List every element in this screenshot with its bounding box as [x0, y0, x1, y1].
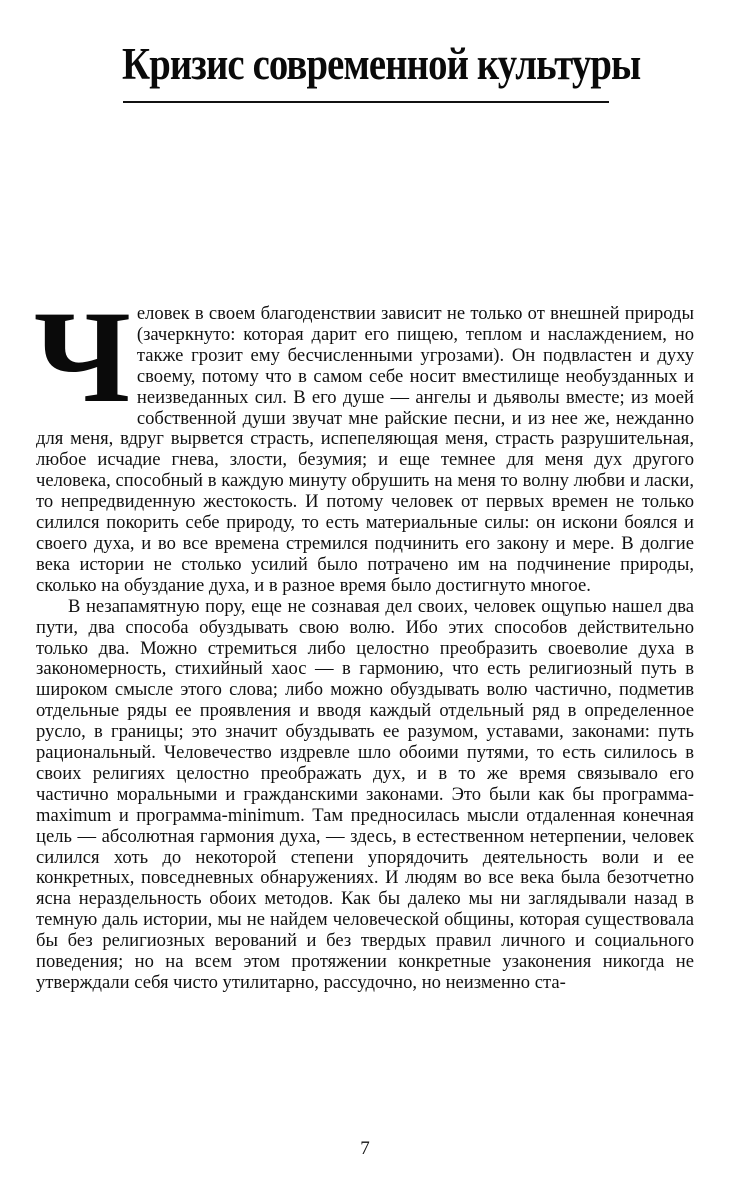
article-body [34, 283, 694, 994]
title-underline [123, 101, 609, 103]
paragraph-1-text: еловек в своем благоденствии зависит не только от внешней природы (зачеркнуто: которая дарит его пищею, теплом и наслаждением, но также грозит ему бесчисленными угрозами). Он подвластен и духу своему, потому что в самом себе носит вместилище необузданных и неизведанных сил. В его душе — ангелы и дьяволы вместе; из моей собственной души звучат мне райские песни, и из нее же, нежданно для меня, вдруг вырвется страсть, испепеляющая меня, страсть разрушительная, любое исчадие гнева, злости, безумия; и еще темнее для меня дух другого человека, способный в каждую минуту обрушить на меня то волну любви и ласки, то непредвиденную жестокость. И потому человек от первых времен не только силился покорить себе природу, то есть материальные силы: он искони боялся и своего духа, и во все времена стремился подчинить его закону и мере. В долгие века истории не столько усилий было потрачено им на подчинение природы, сколько на обуздание духа, и в разное время было достигнуто многое. [36, 303, 694, 596]
drop-cap: Ч [34, 283, 131, 430]
page-number: 7 [360, 1138, 370, 1159]
page-title: Кризис современной культуры [122, 39, 641, 89]
paragraph-1 [34, 283, 694, 597]
paragraph-2: В незапамятную пору, еще не сознавая дел своих, человек ощупью нашел два пути, два способа обуздывать свою волю. Ибо этих способов действительно только два. Можно стремиться либо целостно преобразить своеволие духа в закономерность, стихийный хаос — в гармонию, что есть религиозный путь в широком смысле этого слова; либо можно обуздывать волю частично, подметив отдельные ряды ее проявления и вводя каждый отдельный ряд в определенное русло, в границы; это значит обуздывать ее разумом, уставами, законами: путь рациональный. Человечество издревле шло обоими путями, то есть силилось в своих религиях целостно преображать дух, и в то же время связывало его частично моральными и гражданскими законами. Это были как бы программа-maximum и программа-minimum. Там предносилась мысли отдаленная конечная цель — абсолютная гармония духа, — здесь, в естественном нетерпении, человек силился хоть до некоторой степени упорядочить деятельность воли и ее конкретных, повседневных обнаружениях. И людям во все века была безотчетно ясна нераздельность обоих методов. Как бы далеко мы ни заглядывали назад в темную даль истории, мы не найдем человеческой общины, которая существовала бы без религиозных верований и без твердых правил личного и социального поведения; но на всем этом протяжении конкретные узаконения никогда не утверждали себя чисто утилитарно, рассудочно, но неизменно ста- [36, 595, 694, 993]
